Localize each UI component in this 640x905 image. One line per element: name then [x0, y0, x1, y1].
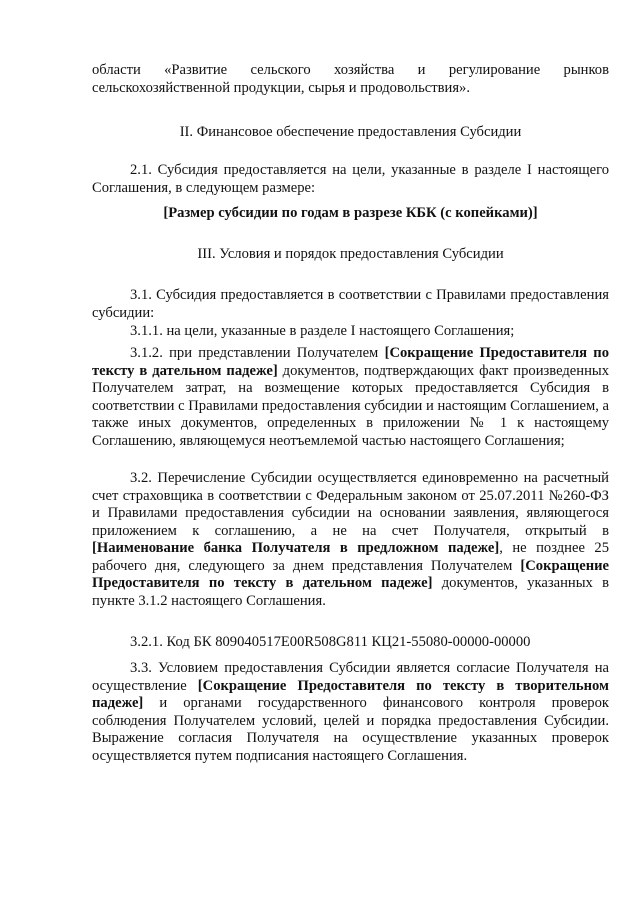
paragraph-3-2-tail: документов, указанных в пункте 3.1.2 настоящего Соглашения. [92, 575, 610, 609]
paragraph-2-1: 2.1. Субсидия предоставляется на цели, указанные в разделе I настоящего Соглашения, в следующем размере: [92, 162, 609, 196]
bank-name-placeholder: [Наименование банка Получателя в предложном падеже] [92, 540, 500, 556]
section-heading-iii: III. Условия и порядок предоставления Субсидии [197, 246, 504, 262]
paragraph-3-1-2 [92, 345, 609, 450]
subsidy-size-placeholder-text: [Размер субсидии по годам в разрезе КБК (с копейками)] [163, 205, 538, 221]
paragraph-3-3 [92, 660, 609, 765]
paragraph-3-1: 3.1. Субсидия предоставляется в соответствии с Правилами предоставления субсидии: [92, 287, 609, 321]
subsidy-size-placeholder [92, 205, 609, 223]
provider-instrumental-placeholder: [Сокращение Предоставителя по тексту в творительном падеже] [92, 677, 609, 711]
provider-dative-placeholder: [Сокращение Предоставителя по тексту в дательном падеже] [92, 345, 610, 379]
provider-dative-placeholder-2: [Сокращение Предоставителя по тексту в дательном падеже] [92, 557, 609, 591]
paragraph-3-2-1: 3.2.1. Код БК 809040517Е00R508G811 КЦ21-55080-00000-00000 [130, 634, 531, 650]
paragraph-3-1-1: 3.1.1. на цели, указанные в разделе I настоящего Соглашения; [130, 323, 515, 339]
paragraph-3-2-middle: , не позднее 25 рабочего дня, следующего за днем представления Получателем [92, 540, 609, 574]
paragraph-3-1-2-lead: 3.1.2. при представлении Получателем [130, 345, 385, 361]
paragraph-3-1-2-body: документов, подтверждающих факт произведенных Получателем затрат, на возмещение которых предоставляется Субсидия в соответствии с Правилами предоставления субсидии и настоящим Соглашением, а также иных документов, определенных в приложении № 1 к настоящему Соглашению, являющемуся неотъемлемой частью настоящего Соглашения; [92, 362, 610, 449]
section-heading-ii: II. Финансовое обеспечение предоставления Субсидии [179, 124, 522, 140]
paragraph-3-3-body: и органами государственного финансового контроля проверок соблюдения Получателем условий, целей и порядка предоставления Субсидии. Выражение согласия Получателя на осуществление указанных проверок осуществляется путем подписания настоящего Соглашения. [92, 695, 609, 764]
paragraph-intro: области «Развитие сельского хозяйства и регулирование рынков сельскохозяйственной продукции, сырья и продовольствия». [92, 62, 609, 96]
paragraph-3-2 [92, 470, 609, 610]
paragraph-3-3-lead: 3.3. Условием предоставления Субсидии является согласие Получателя на осуществление [92, 660, 609, 694]
paragraph-3-2-lead: 3.2. Перечисление Субсидии осуществляется единовременно на расчетный счет страховщика в соответствии с Федеральным законом от 25.07.2011 №260-ФЗ и Правилами предоставления субсидии на основании заявления, являющегося приложением к соглашению, а не на счет Получателя, открытый в [92, 470, 609, 539]
